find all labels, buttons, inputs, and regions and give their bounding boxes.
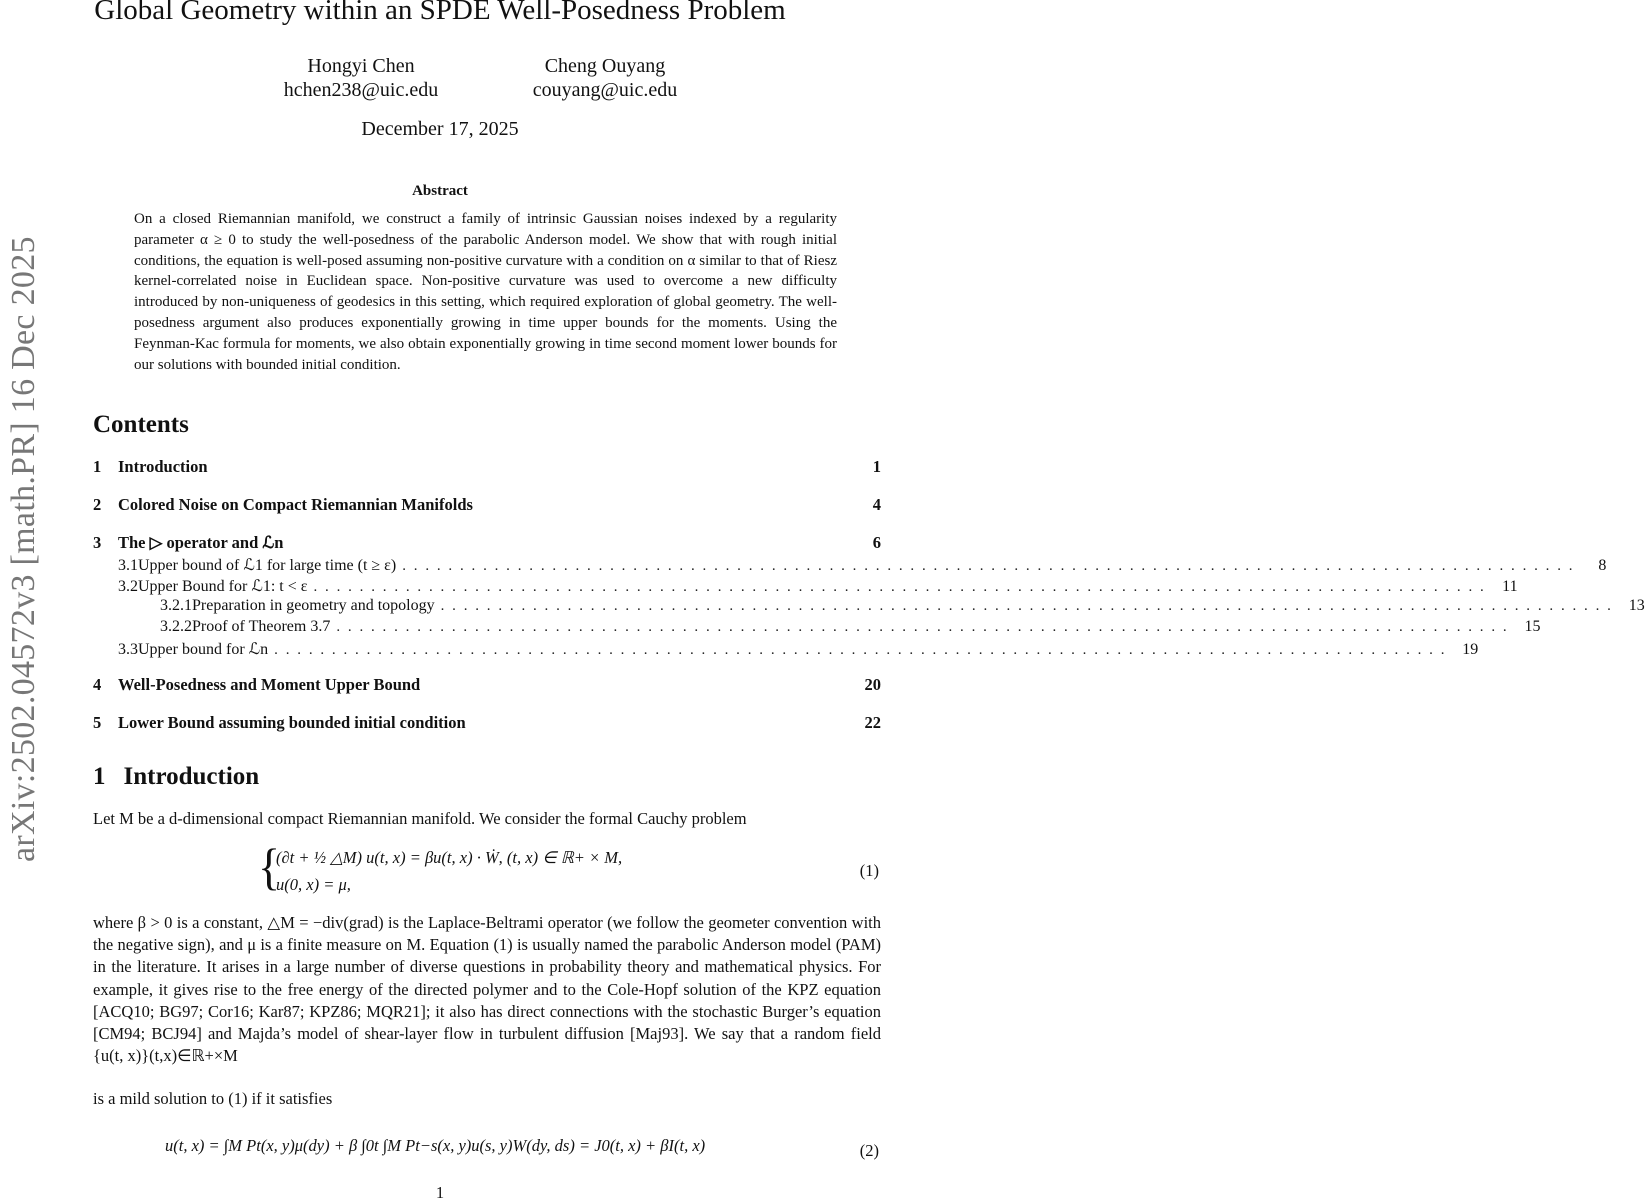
toc-entry[interactable]: [93, 713, 881, 733]
toc-page: 8: [1598, 557, 1607, 574]
paragraph: is a mild solution to (1) if it satisfies: [93, 1089, 333, 1108]
toc-number: 4: [93, 675, 102, 694]
toc-entry[interactable]: [93, 533, 881, 553]
toc-label: Well-Posedness and Moment Upper Bound: [118, 675, 421, 694]
toc-number: 3.2.2: [160, 618, 192, 635]
equation-line: (∂t + ½ △M) u(t, x) = βu(t, x) · Ẇ, (t, x) ∈ ℝ+ × M,: [276, 848, 623, 867]
author-email: couyang@uic.edu: [532, 79, 678, 101]
section-heading: [93, 763, 259, 791]
toc-number: 2: [93, 495, 102, 514]
equation-number: (2): [859, 1141, 879, 1160]
toc-entry[interactable]: [93, 639, 1479, 659]
toc-label: Proof of Theorem 3.7: [192, 618, 331, 635]
toc-page: 19: [1462, 641, 1479, 658]
toc-page: 20: [864, 675, 881, 694]
author-name: Hongyi Chen: [307, 55, 415, 77]
paper-date: December 17, 2025: [361, 118, 519, 140]
toc-number: 3.1: [118, 557, 138, 574]
toc-entry[interactable]: [93, 555, 1607, 575]
toc-number: 1: [93, 457, 102, 476]
toc-page: 11: [1502, 578, 1518, 595]
paragraph: where β > 0 is a constant, △M = −div(grad) is the Laplace-Beltrami operator (we follow the geometer convention with the negative sign), and μ is a finite measure on M. Equation (1) is usually named the parabolic Anderson model (PAM) in the literature. It arises in a large number of diverse questions in probability theory and mathematical physics. For example, it gives rise to the free energy of the directed polymer and to the Cole-Hopf solution of the KPZ equation [ACQ10; BG97; Cor16; Kar87; KPZ86; MQR21]; it also has direct connections with the stochastic Burger’s equation [CM94; BCJ94] and Majda’s model of shear-layer flow in turbulent diffusion [Maj93]. We say that a random field {u(t, x)}(t,x)∈ℝ+×M: [93, 913, 881, 1066]
toc-page: 22: [864, 713, 881, 732]
toc-label: Preparation in geometry and topology: [192, 597, 435, 614]
toc-page: 4: [872, 495, 881, 514]
arxiv-identifier: arXiv:2502.04572v3 [math.PR] 16 Dec 2025: [5, 236, 42, 862]
section-number: 1: [93, 763, 106, 790]
toc-label: Lower Bound assuming bounded initial condition: [118, 713, 466, 732]
toc-label: Colored Noise on Compact Riemannian Manifolds: [118, 495, 473, 514]
author-2: [510, 54, 700, 102]
toc-leader-dots: ......................................................................................................: [313, 579, 1492, 595]
equation-line: u(0, x) = μ,: [276, 875, 351, 894]
author-1: [266, 54, 456, 102]
toc-number: 3.3: [118, 641, 138, 658]
paragraph: Let M be a d-dimensional compact Riemannian manifold. We consider the formal Cauchy problem: [93, 809, 747, 828]
abstract-heading: Abstract: [412, 183, 468, 199]
left-brace: {: [258, 838, 281, 895]
toc-entry[interactable]: [93, 675, 881, 695]
author-email: hchen238@uic.edu: [283, 79, 439, 101]
toc-entry[interactable]: [93, 576, 1518, 596]
toc-entry[interactable]: [93, 618, 1541, 636]
equation-2: u(t, x) = ∫M Pt(x, y)μ(dy) + β ∫0t ∫M Pt−s(x, y)u(s, y)W(dy, ds) = J0(t, x) + βI(t, x): [165, 1136, 706, 1155]
toc-label: Upper bound of ℒ1 for large time (t ≥ ε): [138, 557, 397, 574]
toc-leader-dots: ......................................................................................................: [402, 558, 1581, 574]
toc-label: Upper Bound for ℒ1: t < ε: [138, 578, 308, 595]
toc-leader-dots: ......................................................................................................: [274, 642, 1453, 658]
toc-leader-dots: ......................................................................................................: [440, 598, 1619, 614]
toc-label: Introduction: [118, 457, 208, 476]
page-number: 1: [435, 1183, 445, 1202]
toc-label: Upper bound for ℒn: [138, 641, 269, 658]
toc-leader-dots: ......................................................................................................: [336, 619, 1515, 635]
toc-page: 15: [1524, 618, 1541, 635]
toc-entry[interactable]: [93, 495, 881, 515]
toc-page: 1: [872, 457, 881, 476]
toc-number: 3.2: [118, 578, 138, 595]
toc-entry[interactable]: [93, 457, 881, 477]
toc-number: 5: [93, 713, 102, 732]
toc-number: 3.2.1: [160, 597, 192, 614]
equation-number: (1): [859, 861, 879, 880]
toc-entry[interactable]: [93, 597, 1645, 615]
abstract-text: On a closed Riemannian manifold, we construct a family of intrinsic Gaussian noises indexed by a regularity parameter α ≥ 0 to study the well-posedness of the parabolic Anderson model. We show that with rough initial conditions, the equation is well-posed assuming non-positive curvature with a condition on α similar to that of Riesz kernel-correlated noise in Euclidean space. Non-positive curvature was used to overcome a new difficulty introduced by non-uniqueness of geodesics in this setting, which required exploration of global geometry. The well-posedness argument also produces exponentially growing in time upper bounds for the moments. Using the Feynman-Kac formula for moments, we also obtain exponentially growing in time second moment lower bounds for our solutions with bounded initial condition.: [134, 211, 837, 373]
author-name: Cheng Ouyang: [544, 55, 666, 77]
section-title-text: Introduction: [123, 763, 260, 790]
paper-title: Global Geometry within an SPDE Well-Posedness Problem: [94, 0, 786, 26]
toc-label: The ▷ operator and ℒn: [118, 533, 284, 552]
toc-page: 13: [1628, 597, 1645, 614]
toc-number: 3: [93, 533, 102, 552]
toc-page: 6: [872, 533, 881, 552]
contents-heading: Contents: [93, 411, 189, 438]
